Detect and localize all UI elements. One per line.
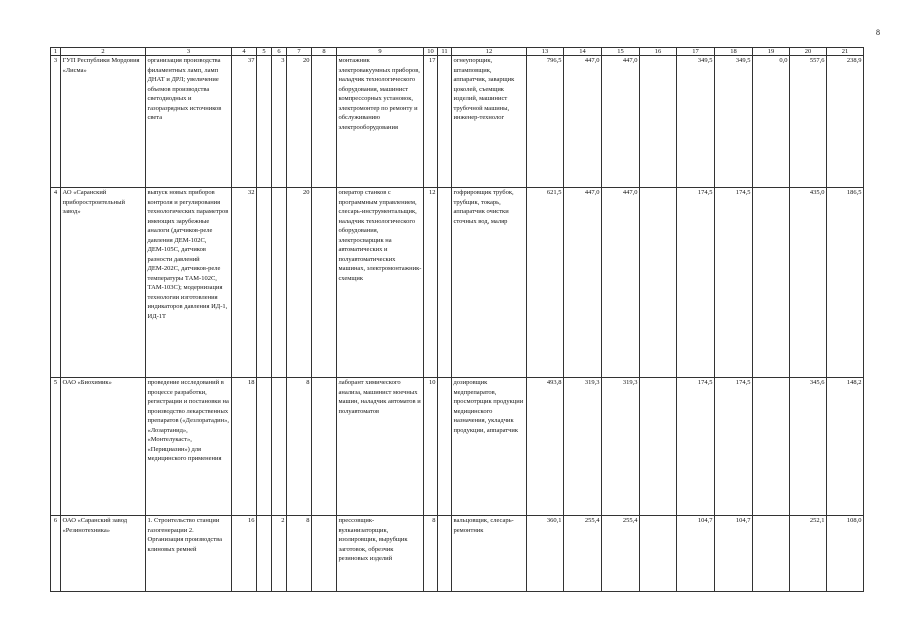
cell-col-17: 174,5 (677, 188, 715, 378)
cell-col-8 (312, 378, 337, 516)
column-number: 16 (640, 48, 677, 56)
cell-col-12: гофрировщик трубок, трубщик, токарь, аппаратчик очистки сточных вод, маляр (452, 188, 527, 378)
cell-col-15: 447,0 (602, 188, 640, 378)
cell-col-14: 447,0 (564, 188, 602, 378)
cell-col-18: 104,7 (715, 516, 753, 592)
cell-col-7: 8 (287, 378, 312, 516)
cell-col-12: огнеупорщик, штамповщик, аппаратчик, заварщик цоколей, съемщик изделий, машинист трубочной машины, инженер-технолог (452, 56, 527, 188)
cell-col-10: 8 (424, 516, 438, 592)
table-row (51, 516, 864, 592)
cell-col-15: 447,0 (602, 56, 640, 188)
cell-col-7: 20 (287, 56, 312, 188)
cell-col-1: 5 (51, 378, 61, 516)
cell-col-16 (640, 516, 677, 592)
cell-col-13: 493,8 (527, 378, 564, 516)
cell-col-17: 104,7 (677, 516, 715, 592)
column-number: 14 (564, 48, 602, 56)
cell-col-5 (257, 516, 272, 592)
report-table (50, 47, 864, 592)
table-row (51, 56, 864, 188)
cell-col-4: 18 (232, 378, 257, 516)
cell-col-9: оператор станков с программным управлением, слесарь-инструментальщик, наладчик технологического оборудования, электросварщик на автоматических и полуавтоматических машинах, электромонтажник-схемщик (337, 188, 424, 378)
cell-col-6 (272, 188, 287, 378)
cell-col-1: 6 (51, 516, 61, 592)
cell-col-21: 186,5 (827, 188, 864, 378)
cell-col-14: 255,4 (564, 516, 602, 592)
column-number: 15 (602, 48, 640, 56)
cell-col-1: 4 (51, 188, 61, 378)
cell-col-1: 3 (51, 56, 61, 188)
column-number: 20 (790, 48, 827, 56)
cell-col-20: 557,6 (790, 56, 827, 188)
cell-col-6 (272, 378, 287, 516)
cell-col-9: монтажник электровакуумных приборов, наладчик технологического оборудования, машинист компрессорных установок, электромонтер по ремонту и обслуживанию электрооборудования (337, 56, 424, 188)
column-number: 3 (146, 48, 232, 56)
column-number: 2 (61, 48, 146, 56)
cell-col-8 (312, 516, 337, 592)
column-number: 17 (677, 48, 715, 56)
cell-col-19 (753, 378, 790, 516)
column-number: 19 (753, 48, 790, 56)
column-number: 1 (51, 48, 61, 56)
cell-col-21: 238,9 (827, 56, 864, 188)
cell-col-4: 32 (232, 188, 257, 378)
cell-col-4: 16 (232, 516, 257, 592)
column-number: 5 (257, 48, 272, 56)
cell-col-17: 349,5 (677, 56, 715, 188)
cell-col-17: 174,5 (677, 378, 715, 516)
column-number: 21 (827, 48, 864, 56)
cell-col-12: дозировщик медпрепаратов, просмотрщик продукции медицинского назначения, укладчик продукции, аппаратчик (452, 378, 527, 516)
column-number: 8 (312, 48, 337, 56)
cell-col-11 (438, 56, 452, 188)
cell-col-19 (753, 188, 790, 378)
cell-col-6: 2 (272, 516, 287, 592)
cell-col-16 (640, 56, 677, 188)
cell-col-10: 10 (424, 378, 438, 516)
cell-col-18: 174,5 (715, 188, 753, 378)
cell-col-3: проведение исследований в процессе разработки, регистрации и постановки на производство лекарственных препаратов («Дезлоратадин», «Лозартанид», «Монтелукаст», «Перициазин») для медицинского применения (146, 378, 232, 516)
table-row (51, 378, 864, 516)
cell-col-3: 1. Строительство станции газогенерации 2. Организация производства клиновых ремней (146, 516, 232, 592)
cell-col-11 (438, 378, 452, 516)
cell-col-8 (312, 188, 337, 378)
cell-col-3: выпуск новых приборов контроля и регулирования технологических параметров имеющих зарубежные аналоги (датчиков-реле давления ДЕМ-102С, ДЕМ-105С, датчиков разности давлений ДЕМ-202С, датчиков-реле температуры ТАМ-102С, ТАМ-103С); модернизация технологии изготовления индикаторов давления ИД-1, ИД-1Т (146, 188, 232, 378)
column-number: 4 (232, 48, 257, 56)
cell-col-21: 148,2 (827, 378, 864, 516)
cell-col-6: 3 (272, 56, 287, 188)
cell-col-7: 20 (287, 188, 312, 378)
cell-col-20: 345,6 (790, 378, 827, 516)
cell-col-19: 0,0 (753, 56, 790, 188)
cell-col-9: лаборант химического анализа, машинист моечных машин, наладчик автоматов и полуавтоматов (337, 378, 424, 516)
cell-col-5 (257, 56, 272, 188)
column-number: 11 (438, 48, 452, 56)
cell-col-11 (438, 516, 452, 592)
cell-col-15: 255,4 (602, 516, 640, 592)
column-number: 9 (337, 48, 424, 56)
column-number: 13 (527, 48, 564, 56)
cell-col-16 (640, 378, 677, 516)
cell-col-18: 349,5 (715, 56, 753, 188)
cell-col-20: 435,0 (790, 188, 827, 378)
cell-col-13: 360,1 (527, 516, 564, 592)
cell-col-4: 37 (232, 56, 257, 188)
cell-col-12: вальцовщик, слесарь-ремонтник (452, 516, 527, 592)
cell-col-21: 108,0 (827, 516, 864, 592)
cell-col-10: 12 (424, 188, 438, 378)
cell-col-18: 174,5 (715, 378, 753, 516)
cell-col-3: организация производства филаментных ламп, ламп ДНАТ и ДРЛ; увеличение объемов производства светодиодных и газоразрядных источников света (146, 56, 232, 188)
column-number: 7 (287, 48, 312, 56)
cell-col-9: прессовщик-вулканизаторщик, изолировщик, вырубщик заготовок, обрезчик резиновых изделий (337, 516, 424, 592)
page-number: 8 (876, 28, 880, 37)
cell-col-13: 796,5 (527, 56, 564, 188)
cell-col-5 (257, 188, 272, 378)
cell-col-19 (753, 516, 790, 592)
cell-col-5 (257, 378, 272, 516)
cell-col-14: 319,3 (564, 378, 602, 516)
cell-col-2: ГУП Республики Мордовия «Лисма» (61, 56, 146, 188)
cell-col-2: АО «Саранский приборостроительный завод» (61, 188, 146, 378)
cell-col-10: 17 (424, 56, 438, 188)
table-row (51, 188, 864, 378)
cell-col-2: ОАО «Биохимик» (61, 378, 146, 516)
column-number: 12 (452, 48, 527, 56)
column-number-row (51, 48, 864, 56)
cell-col-15: 319,3 (602, 378, 640, 516)
cell-col-8 (312, 56, 337, 188)
column-number: 18 (715, 48, 753, 56)
cell-col-16 (640, 188, 677, 378)
cell-col-14: 447,0 (564, 56, 602, 188)
cell-col-2: ОАО «Саранский завод «Резинотехника» (61, 516, 146, 592)
cell-col-7: 8 (287, 516, 312, 592)
column-number: 6 (272, 48, 287, 56)
cell-col-20: 252,1 (790, 516, 827, 592)
cell-col-13: 621,5 (527, 188, 564, 378)
column-number: 10 (424, 48, 438, 56)
cell-col-11 (438, 188, 452, 378)
